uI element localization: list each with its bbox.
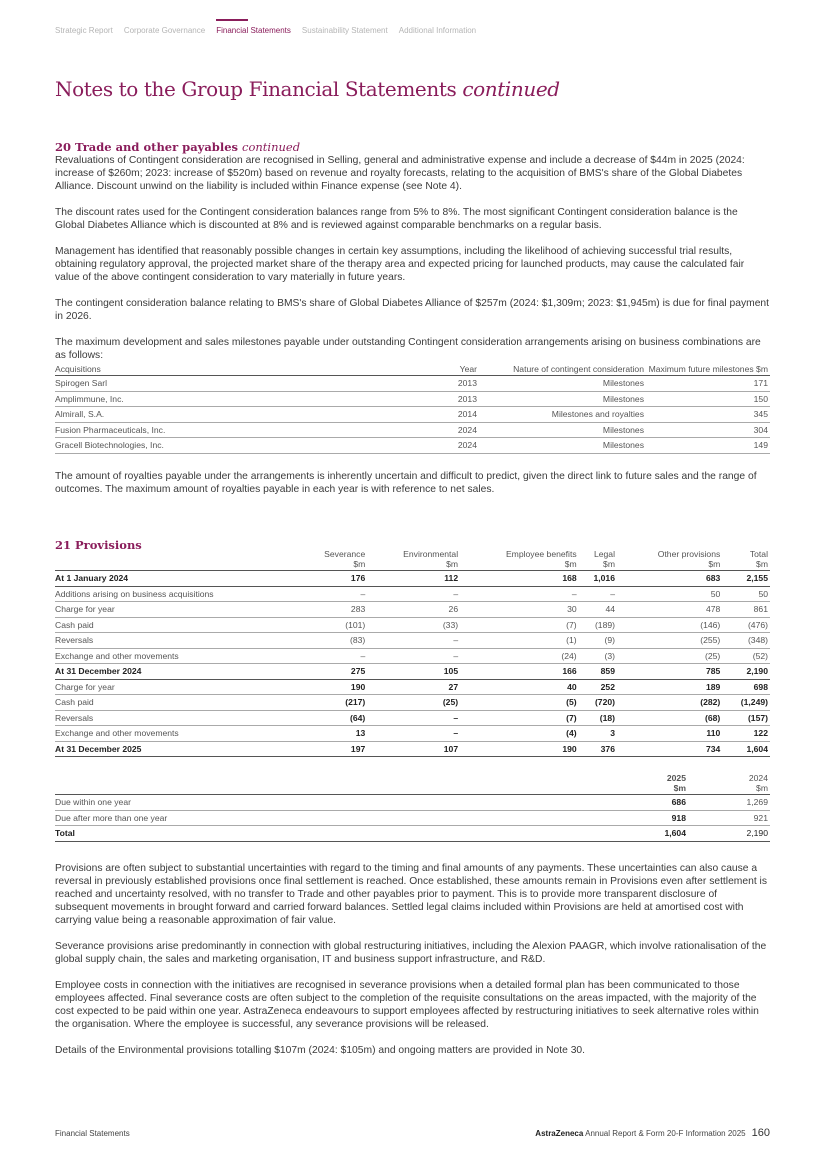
table-cell: (68) xyxy=(617,710,722,726)
table-row xyxy=(55,602,770,618)
paragraph: Revaluations of Contingent consideration are recognised in Selling, general and administrative expense and include a decrease of $44m in 2025 (2024: increase of $260m; 2023: increase of $520m) based on revenue and royalty forecasts, relating to the acquisition of BMS's share of the Global Diabetes Alliance. Discount unwind on the liability is included within Finance expense (see Note 4). xyxy=(55,155,745,192)
table-cell: 686 xyxy=(606,795,688,811)
row-label: Exchange and other movements xyxy=(55,648,297,664)
table-row xyxy=(55,826,770,842)
table-row xyxy=(55,407,770,423)
col-header-label: Environmental xyxy=(403,549,459,559)
table-cell: 50 xyxy=(722,586,770,602)
col-header xyxy=(579,549,617,571)
table-cell: (7) xyxy=(460,710,579,726)
table-cell: – xyxy=(460,586,579,602)
table-cell: – xyxy=(367,648,460,664)
page-title xyxy=(55,77,560,101)
table-cell: (101) xyxy=(297,617,367,633)
table-cell: 861 xyxy=(722,602,770,618)
table-cell: 478 xyxy=(617,602,722,618)
table-cell: (282) xyxy=(617,695,722,711)
table-cell: 2,155 xyxy=(722,571,770,587)
col-header: Acquisitions xyxy=(55,364,357,376)
table-cell: – xyxy=(297,586,367,602)
table-cell: 3 xyxy=(579,726,617,742)
acquisitions-table xyxy=(55,364,770,454)
note-20 xyxy=(55,140,770,496)
col-header-unit: $m xyxy=(446,559,459,569)
col-header-label: 2025 xyxy=(666,773,686,783)
table-cell: (18) xyxy=(579,710,617,726)
table-cell: (52) xyxy=(722,648,770,664)
table-row xyxy=(55,422,770,438)
table-row xyxy=(55,726,770,742)
table-cell: 1,604 xyxy=(606,826,688,842)
table-cell: (5) xyxy=(460,695,579,711)
table-row xyxy=(55,391,770,407)
nav-financial-statements[interactable]: Financial Statements xyxy=(216,26,291,35)
table-cell: (25) xyxy=(367,695,460,711)
table-cell: 190 xyxy=(297,679,367,695)
col-header xyxy=(617,549,722,571)
table-cell: 2,190 xyxy=(722,664,770,680)
maturity-table xyxy=(55,773,770,842)
nav-additional-information[interactable]: Additional Information xyxy=(398,26,477,35)
col-header-label: Other provisions xyxy=(657,549,721,559)
table-cell: (476) xyxy=(722,617,770,633)
col-header-unit: $m xyxy=(756,783,768,793)
table-cell: 2014 xyxy=(357,407,479,423)
table-cell: 345 xyxy=(646,407,770,423)
paragraph: The discount rates used for the Contingent consideration balances range from 5% to 8%. The most significant Contingent consideration balance is the Global Diabetes Alliance which is discounted at 8% and is reviewed against comparable benchmarks on a regular basis. xyxy=(55,207,738,231)
col-header-label: Employee benefits xyxy=(505,549,577,559)
table-cell: 1,269 xyxy=(688,795,770,811)
table-cell: (33) xyxy=(367,617,460,633)
table-cell: Spirogen Sarl xyxy=(55,376,357,392)
paragraph: The maximum development and sales milestones payable under outstanding Contingent consideration arrangements arising on business combinations are as follows: xyxy=(55,337,761,361)
row-label: At 31 December 2025 xyxy=(55,741,297,757)
footer-report: Annual Report & Form 20-F Information 2025 xyxy=(585,1129,746,1138)
table-cell: 275 xyxy=(297,664,367,680)
table-cell: 50 xyxy=(617,586,722,602)
table-cell: Fusion Pharmaceuticals, Inc. xyxy=(55,422,357,438)
table-cell: 122 xyxy=(722,726,770,742)
table-cell: 2013 xyxy=(357,376,479,392)
col-header xyxy=(688,773,770,795)
row-label: Cash paid xyxy=(55,695,297,711)
table-cell: (1,249) xyxy=(722,695,770,711)
table-cell: 698 xyxy=(722,679,770,695)
table-cell: 283 xyxy=(297,602,367,618)
table-cell: Milestones xyxy=(479,422,646,438)
table-cell: – xyxy=(579,586,617,602)
row-label: At 1 January 2024 xyxy=(55,571,297,587)
table-row xyxy=(55,695,770,711)
table-cell: Milestones xyxy=(479,438,646,454)
col-header: Maximum future milestones $m xyxy=(646,364,770,376)
table-cell: 921 xyxy=(688,810,770,826)
table-cell: 304 xyxy=(646,422,770,438)
col-header: Year xyxy=(357,364,479,376)
section-nav xyxy=(55,26,476,35)
table-cell: 27 xyxy=(367,679,460,695)
paragraph: Management has identified that reasonably possible changes in certain key assumptions, including the likelihood of achieving successful trial results, obtaining regulatory approval, the projected market share of the therapy area and expected pricing for launched products, may cause the calculated fair value of the above contingent consideration to vary materially in future years. xyxy=(55,246,745,283)
table-cell: (9) xyxy=(579,633,617,649)
table-cell: 785 xyxy=(617,664,722,680)
col-header-label: Legal xyxy=(593,549,615,559)
col-header xyxy=(606,773,688,795)
row-label: Reversals xyxy=(55,710,297,726)
col-header xyxy=(367,549,460,571)
note-21 xyxy=(55,538,770,1057)
table-row xyxy=(55,679,770,695)
row-label: Charge for year xyxy=(55,679,297,695)
table-cell: 110 xyxy=(617,726,722,742)
table-cell: 26 xyxy=(367,602,460,618)
table-cell: 2024 xyxy=(357,438,479,454)
paragraph: Provisions are often subject to substantial uncertainties with regard to the timing and final amounts of any payments. These uncertainties can also cause a reversal in previously established provisions once final settlement is reached. Once established, these amounts remain in Provisions even after settlement is reached and uncertainty resolved, with no transfer to Trade and other payables prior to payment. This is to provide more transparent disclosure of subsequent movements in brought forward and carried forward balances. Settled legal claims included within Provisions are held at amortised cost with carrying value being a reasonable approximation of fair value. xyxy=(55,862,767,926)
table-cell: 376 xyxy=(579,741,617,757)
title-suffix: continued xyxy=(462,77,560,101)
table-cell: Amplimmune, Inc. xyxy=(55,391,357,407)
page-number: 160 xyxy=(751,1127,770,1139)
footer-section: Financial Statements xyxy=(55,1129,130,1138)
col-header-unit: $m xyxy=(708,559,721,569)
note-21-heading: 21 Provisions xyxy=(55,538,142,552)
table-row xyxy=(55,633,770,649)
table-cell: (157) xyxy=(722,710,770,726)
table-cell: (217) xyxy=(297,695,367,711)
table-row xyxy=(55,617,770,633)
table-cell: (189) xyxy=(579,617,617,633)
table-cell: (348) xyxy=(722,633,770,649)
table-cell: 1,604 xyxy=(722,741,770,757)
table-row xyxy=(55,710,770,726)
col-header-unit: $m xyxy=(603,559,615,569)
col-header-unit: $m xyxy=(353,559,366,569)
table-cell: Almirall, S.A. xyxy=(55,407,357,423)
table-cell: (3) xyxy=(579,648,617,664)
table-cell: 683 xyxy=(617,571,722,587)
table-cell: 2024 xyxy=(357,422,479,438)
table-row xyxy=(55,795,770,811)
row-label: At 31 December 2024 xyxy=(55,664,297,680)
nav-sustainability-statement[interactable]: Sustainability Statement xyxy=(301,26,388,35)
col-header-unit: $m xyxy=(673,783,686,793)
row-label: Cash paid xyxy=(55,617,297,633)
table-cell: – xyxy=(367,710,460,726)
row-label: Additions arising on business acquisitions xyxy=(55,586,297,602)
table-cell: 168 xyxy=(460,571,579,587)
table-cell: – xyxy=(297,648,367,664)
page-footer xyxy=(55,1129,770,1138)
row-label: Due after more than one year xyxy=(55,810,606,826)
table-row xyxy=(55,376,770,392)
table-cell: 40 xyxy=(460,679,579,695)
table-row xyxy=(55,664,770,680)
table-cell: 166 xyxy=(460,664,579,680)
table-cell: 1,016 xyxy=(579,571,617,587)
table-cell: 30 xyxy=(460,602,579,618)
table-cell: 190 xyxy=(460,741,579,757)
table-cell: 197 xyxy=(297,741,367,757)
nav-corporate-governance[interactable]: Corporate Governance xyxy=(123,26,206,35)
table-row xyxy=(55,586,770,602)
table-cell: (255) xyxy=(617,633,722,649)
table-row xyxy=(55,741,770,757)
paragraph: Employee costs in connection with the initiatives are recognised in severance provisions when a detailed formal plan has been communicated to those employees affected. Final severance costs are often subject to the completion of the requisite consultations on the areas impacted, with the majority of the cost expected to be paid within one year. AstraZeneca endeavours to support employees affected by restructuring initiatives to seek alternative roles within the organisation. Where the employee is successful, any severance provisions will be released. xyxy=(55,979,759,1030)
paragraph: Details of the Environmental provisions totalling $107m (2024: $105m) and ongoing matters are provided in Note 30. xyxy=(55,1044,586,1056)
table-cell: 2,190 xyxy=(688,826,770,842)
paragraph: Severance provisions arise predominantly in connection with global restructuring initiatives, including the Alexion PAAGR, which involve rationalisation of the global supply chain, the sales and marketing organisation, IT and business support infrastructure, and R&D. xyxy=(55,940,767,965)
row-label: Exchange and other movements xyxy=(55,726,297,742)
table-cell: Milestones xyxy=(479,391,646,407)
row-label: Charge for year xyxy=(55,602,297,618)
table-cell: 176 xyxy=(297,571,367,587)
table-cell: 149 xyxy=(646,438,770,454)
col-header xyxy=(297,549,367,571)
col-header-label: Total xyxy=(749,549,768,559)
col-header-unit: $m xyxy=(756,559,768,569)
table-cell: 859 xyxy=(579,664,617,680)
table-cell: – xyxy=(367,633,460,649)
table-cell: Milestones xyxy=(479,376,646,392)
table-cell: 13 xyxy=(297,726,367,742)
nav-strategic-report[interactable]: Strategic Report xyxy=(55,26,113,35)
table-cell: (720) xyxy=(579,695,617,711)
col-header-label: 2024 xyxy=(748,773,768,783)
table-cell: (83) xyxy=(297,633,367,649)
table-cell: (7) xyxy=(460,617,579,633)
table-cell: (25) xyxy=(617,648,722,664)
table-row xyxy=(55,810,770,826)
paragraph: The amount of royalties payable under the arrangements is inherently uncertain and difficult to predict, given the direct link to future sales and the range of outcomes. The maximum amount of royalties payable in each year is with reference to net sales. xyxy=(55,470,757,495)
table-cell: (146) xyxy=(617,617,722,633)
row-label: Total xyxy=(55,826,606,842)
col-header-label: Severance xyxy=(324,549,366,559)
col-header-unit: $m xyxy=(564,559,577,569)
row-label: Reversals xyxy=(55,633,297,649)
col-header xyxy=(460,549,579,571)
table-cell: 734 xyxy=(617,741,722,757)
table-cell: 252 xyxy=(579,679,617,695)
note-20-heading: 20 Trade and other payables continued xyxy=(55,140,301,154)
table-cell: 107 xyxy=(367,741,460,757)
table-cell: Milestones and royalties xyxy=(479,407,646,423)
table-cell: 189 xyxy=(617,679,722,695)
title-main: Notes to the Group Financial Statements xyxy=(55,77,457,101)
table-cell: (24) xyxy=(460,648,579,664)
table-cell: (1) xyxy=(460,633,579,649)
table-cell: 105 xyxy=(367,664,460,680)
table-cell: 112 xyxy=(367,571,460,587)
table-row xyxy=(55,648,770,664)
footer-brand: AstraZeneca xyxy=(535,1129,584,1138)
table-cell: 918 xyxy=(606,810,688,826)
table-cell: 171 xyxy=(646,376,770,392)
table-cell: 2013 xyxy=(357,391,479,407)
table-row xyxy=(55,571,770,587)
table-cell: 150 xyxy=(646,391,770,407)
row-label: Due within one year xyxy=(55,795,606,811)
table-cell: – xyxy=(367,726,460,742)
paragraph: The contingent consideration balance relating to BMS's share of Global Diabetes Alliance of $257m (2024: $1,309m; 2023: $1,945m) is due for final payment in 2026. xyxy=(55,298,770,322)
table-row xyxy=(55,438,770,454)
table-cell: 44 xyxy=(579,602,617,618)
table-cell: (64) xyxy=(297,710,367,726)
col-header: Nature of contingent consideration xyxy=(479,364,646,376)
table-cell: – xyxy=(367,586,460,602)
col-header xyxy=(722,549,770,571)
table-cell: Gracell Biotechnologies, Inc. xyxy=(55,438,357,454)
table-cell: (4) xyxy=(460,726,579,742)
provisions-table xyxy=(55,549,770,757)
